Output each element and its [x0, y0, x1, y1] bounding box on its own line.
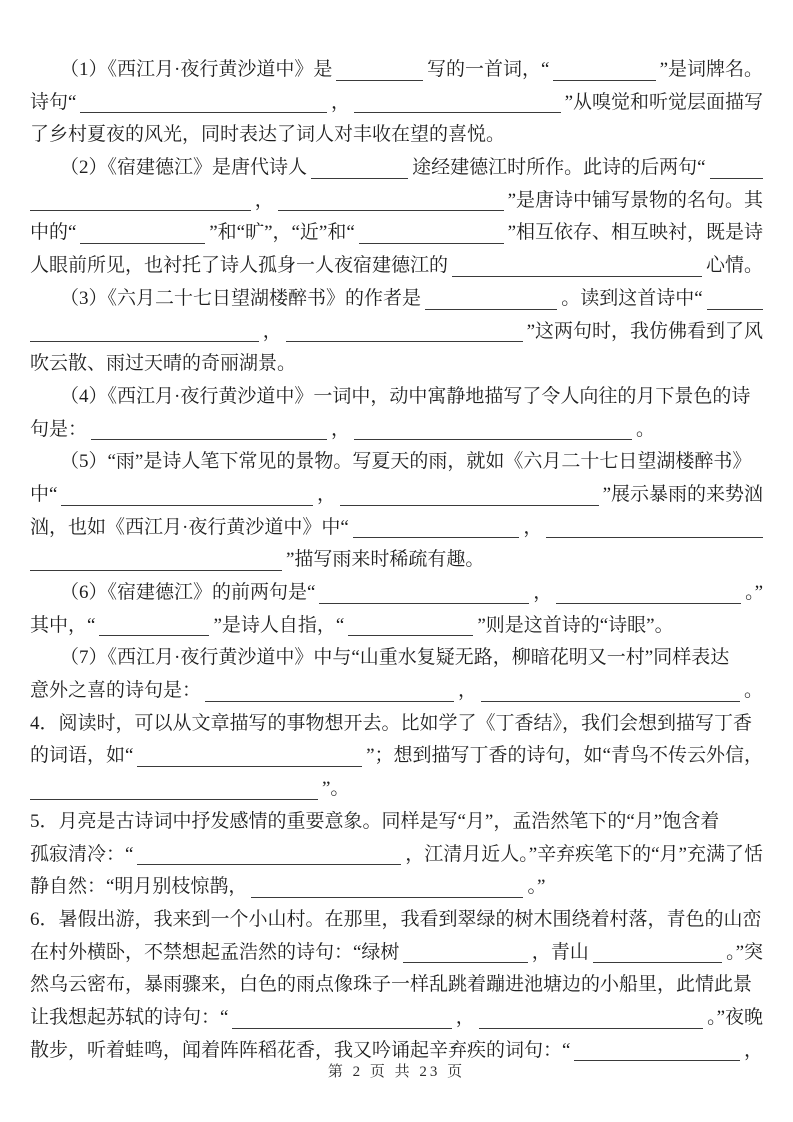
text-run: 了乡村夏夜的风光，同时表达了词人对丰收在望的喜悦。: [30, 124, 506, 146]
text-run: 的词语，如“: [30, 745, 134, 767]
text-run: 让我想起苏轼的诗句：“: [30, 1006, 229, 1028]
text-run: ”是词牌名。: [659, 59, 763, 80]
worksheet-line: [30, 283, 763, 316]
answer-blank: [30, 341, 259, 342]
text-run: 。: [636, 418, 656, 440]
answer-blank: [205, 701, 454, 702]
answer-blank: [403, 962, 527, 963]
text-run: ，: [331, 418, 351, 440]
text-run: 然乌云密布，暴雨骤来，白色的雨点像珠子一样乱跳着蹦进池塘边的小船里，此情此景: [30, 974, 753, 996]
text-run: ，: [254, 189, 274, 211]
answer-blank: [481, 701, 740, 702]
answer-blank: [452, 276, 702, 277]
text-run: 。”突: [726, 941, 763, 963]
worksheet-line: [30, 610, 763, 643]
worksheet-line: [30, 512, 763, 545]
answer-blank: [91, 439, 327, 440]
text-run: 孤寂清冷：“: [30, 843, 134, 865]
text-run: ，: [743, 1039, 763, 1061]
text-run: ，: [455, 1006, 475, 1028]
worksheet-line: [30, 544, 763, 577]
text-run: 中的“: [30, 222, 77, 244]
text-run: （3）《六月二十七日望湖楼醉书》的作者是: [60, 287, 422, 309]
worksheet-line: [30, 937, 763, 970]
answer-blank: [137, 766, 362, 767]
text-run: ”从嗅觉和听觉层面描写: [564, 91, 763, 113]
answer-blank: [137, 864, 401, 865]
worksheet-line: [30, 479, 763, 512]
answer-blank: [232, 1028, 451, 1029]
answer-blank: [61, 505, 313, 506]
text-run: ”描写雨来时稀疏有趣。: [286, 549, 485, 571]
text-run: 中“: [30, 483, 58, 505]
answer-blank: [30, 799, 318, 800]
answer-blank: [80, 112, 327, 113]
text-run: 散步，听着蛙鸣，闻着阵阵稻花香，我又吟诵起辛弃疾的词句：“: [30, 1039, 571, 1061]
text-run: ”这两句时，我仿佛看到了风: [526, 320, 763, 342]
answer-blank: [593, 962, 722, 963]
answer-blank: [353, 537, 520, 538]
text-run: （7）《西江月·夜行黄沙道中》中与“山重水复疑无路，柳暗花明又一村”同样表达: [60, 647, 730, 669]
worksheet-line: [30, 250, 763, 283]
text-run: 汹，也如《西江月·夜行黄沙道中》中“: [30, 516, 349, 538]
answer-blank: [710, 178, 763, 179]
answer-blank: [553, 80, 655, 81]
worksheet-line: [30, 414, 763, 447]
text-run: 心情。: [705, 255, 763, 277]
worksheet-line: [30, 1002, 763, 1035]
answer-blank: [80, 243, 205, 244]
worksheet-line: [30, 316, 763, 349]
text-run: ，: [523, 516, 543, 538]
text-run: ”和“旷”，“近”和“: [209, 222, 355, 244]
text-run: ，: [262, 320, 282, 342]
answer-blank: [348, 635, 473, 636]
worksheet-line: [30, 217, 763, 250]
text-run: 。读到这首诗中“: [561, 287, 703, 309]
worksheet-line: [30, 642, 763, 675]
text-run: ，江清月近人。”辛弃疾笔下的“月”充满了恬: [405, 843, 763, 865]
worksheet-line: [30, 839, 763, 872]
text-run: 。: [744, 680, 763, 702]
text-run: 。”夜晚: [707, 1006, 763, 1028]
text-run: ，: [317, 483, 337, 505]
worksheet-body: [30, 54, 763, 1067]
answer-blank: [340, 505, 599, 506]
text-run: （1）《西江月·夜行黄沙道中》是: [60, 59, 333, 80]
text-run: ”展示暴雨的来势汹: [602, 483, 763, 505]
worksheet-line: [30, 773, 763, 806]
text-run: 人眼前所见，也衬托了诗人孤身一人夜宿建德江的: [30, 255, 449, 277]
text-run: 诗句“: [30, 91, 77, 113]
answer-blank: [278, 210, 504, 211]
text-run: 其中，“: [30, 614, 96, 636]
text-run: 吹云散、雨过天晴的奇丽湖景。: [30, 353, 297, 375]
worksheet-line: [30, 54, 763, 87]
answer-blank: [354, 112, 561, 113]
text-run: ，: [458, 680, 478, 702]
worksheet-line: [30, 708, 763, 741]
worksheet-line: [30, 577, 763, 610]
text-run: ”。: [322, 778, 350, 800]
answer-blank: [30, 570, 282, 571]
text-run: ”是唐诗中铺写景物的名句。其: [507, 189, 763, 211]
text-run: ，青山: [531, 941, 589, 963]
text-run: ”；想到描写丁香的诗句，如“青鸟不传云外信，: [366, 745, 763, 767]
text-run: 5．月亮是古诗词中抒发感情的重要意象。同样是写“月”，孟浩然笔下的“月”饱含着: [30, 810, 720, 832]
text-run: ，: [533, 582, 553, 603]
worksheet-line: [30, 446, 763, 479]
text-run: ，: [331, 91, 351, 113]
text-run: 4．阅读时，可以从文章描写的事物想开去。比如学了《丁香结》，我们会想到描写丁香: [30, 712, 753, 734]
text-run: 意外之喜的诗句是：: [30, 680, 202, 702]
worksheet-line: [30, 119, 763, 152]
text-run: ”是诗人自指，“: [213, 614, 345, 636]
text-run: 静自然：“明月别枝惊鹊，: [30, 876, 248, 898]
text-run: （4）《西江月·夜行黄沙道中》一词中，动中寓静地描写了令人向往的月下景色的诗: [60, 385, 751, 407]
answer-blank: [319, 603, 529, 604]
answer-blank: [354, 439, 632, 440]
text-run: 写的一首词，“: [426, 59, 550, 80]
worksheet-line: [30, 740, 763, 773]
text-run: 在村外横卧，不禁想起孟浩然的诗句：“绿树: [30, 941, 400, 963]
answer-blank: [479, 1028, 703, 1029]
text-run: ”相互依存、相互映衬，既是诗: [507, 222, 763, 244]
text-run: （5）“雨”是诗人笔下常见的景物。写夏天的雨，就如《六月二十七日望湖楼醉书》: [60, 451, 752, 473]
text-run: （6）《宿建德江》的前两句是“: [60, 582, 316, 603]
answer-blank: [707, 309, 763, 310]
answer-blank: [546, 537, 763, 538]
worksheet-line: [30, 348, 763, 381]
text-run: （2）《宿建德江》是唐代诗人: [60, 157, 308, 179]
answer-blank: [425, 309, 557, 310]
answer-blank: [286, 341, 523, 342]
answer-blank: [311, 178, 408, 179]
worksheet-line: [30, 969, 763, 1002]
answer-blank: [99, 635, 209, 636]
worksheet-line: [30, 185, 763, 218]
text-run: 途经建德江时所作。此诗的后两句“: [412, 157, 706, 179]
text-run: ”则是这首诗的“诗眼”。: [477, 614, 674, 636]
worksheet-line: [30, 381, 763, 414]
answer-blank: [556, 603, 741, 604]
answer-blank: [359, 243, 504, 244]
worksheet-line: [30, 87, 763, 120]
text-run: 。”: [527, 876, 546, 898]
worksheet-line: [30, 152, 763, 185]
text-run: 。”: [745, 582, 763, 603]
page-indicator: 第 2 页 共 23 页: [327, 1064, 466, 1080]
worksheet-line: [30, 806, 763, 839]
answer-blank: [336, 80, 423, 81]
worksheet-line: [30, 871, 763, 904]
text-run: 6．暑假出游，我来到一个小山村。在那里，我看到翠绿的树木围绕着村落，青色的山峦: [30, 908, 762, 930]
answer-blank: [251, 897, 523, 898]
text-run: 句是：: [30, 418, 88, 440]
page-footer: [0, 1060, 793, 1081]
worksheet-line: [30, 904, 763, 937]
answer-blank: [30, 210, 251, 211]
worksheet-line: [30, 675, 763, 708]
